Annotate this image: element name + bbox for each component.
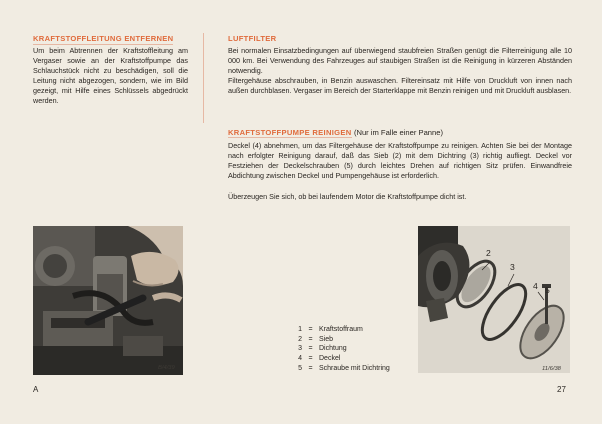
column-divider [203, 33, 204, 123]
fuel-line-wrench-illustration [33, 226, 183, 375]
legend-row [289, 335, 413, 345]
air-filter-heading: LUFTFILTER [228, 34, 277, 43]
fuel-line-text: Um beim Abtrennen der Kraftstoffleitung am Vergaser sowie an der Kraftstoffpumpe das Schlauchstück nicht zu beschädigen, soll die Leitung nicht abgezogen, sondern, wie im Bild gezeigt, mit Hilfe eines Schlüssels abgedrückt werden. [33, 46, 188, 105]
legend-equals: = [308, 355, 313, 363]
callout-5: 5 [545, 285, 550, 295]
legend-label: Sieb [319, 335, 334, 343]
fuel-pump-heading [228, 128, 443, 137]
legend-label: Kraftstoffraum [319, 326, 363, 334]
legend-equals: = [308, 345, 313, 353]
legend-number: 3 [298, 345, 302, 353]
left-figure-caption: B/4/39 [158, 365, 175, 371]
right-figure-caption: 11/6/38 [542, 366, 561, 372]
legend-number: 1 [298, 326, 302, 334]
callout-4: 4 [533, 281, 538, 291]
legend-row [289, 344, 413, 354]
fuel-line-wrench-photo [33, 226, 183, 375]
fuel-pump-paragraph-1: Deckel (4) abnehmen, um das Filtergehäuse der Kraftstoffpumpe zu reinigen. Achten Sie bei der Montage nach erfolgter Reinigung darauf, daß das Sieb (2) mit dem Dichtring (3) richtig aufliegt. Deckel vor Festziehen der Deckelschrauben (5) durch leichtes Drehen auf richtigen Sitz prüfen. Einwandfreie Abdichtung zwischen Deckel und Pumpengehäuse ist erforderlich. [228, 141, 572, 180]
parts-legend [289, 325, 413, 373]
legend-label: Schraube mit Dichtring [319, 364, 390, 372]
fuel-pump-heading-note: (Nur im Falle einer Panne) [353, 128, 443, 137]
page-letter: A [33, 385, 39, 394]
legend-number: 4 [298, 355, 302, 363]
legend-equals: = [308, 364, 313, 372]
fuel-pump-parts-photo [418, 226, 570, 373]
legend-equals: = [308, 326, 313, 334]
callout-3: 3 [510, 262, 515, 272]
legend-label: Deckel [319, 355, 341, 363]
legend-equals: = [308, 335, 313, 343]
page-number: 27 [557, 385, 566, 394]
legend-label: Dichtung [319, 345, 347, 353]
legend-row [289, 325, 413, 335]
fuel-pump-parts-illustration [418, 226, 570, 373]
callout-2: 2 [486, 248, 491, 258]
air-filter-paragraph-1: Bei normalen Einsatzbedingungen auf überwiegend staubfreien Straßen genügt die Filterreinigung alle 10 000 km. Bei Verwendung des Fahrzeuges auf staubigen Straßen ist die Reinigung in kürzeren Abständen notwendig. [228, 46, 572, 75]
legend-number: 2 [298, 335, 302, 343]
legend-number: 5 [298, 364, 302, 372]
fuel-pump-heading-title: KRAFTSTOFFPUMPE REINIGEN [228, 128, 352, 137]
fuel-line-heading: KRAFTSTOFFLEITUNG ENTFERNEN [33, 34, 174, 43]
legend-row [289, 354, 413, 364]
legend-row [289, 363, 413, 373]
air-filter-paragraph-2: Filtergehäuse abschrauben, in Benzin auswaschen. Filtereinsatz mit Hilfe von Druckluft von innen nach außen durchblasen. Vergaser im Bereich der Starterklappe mit Benzin reinigen und mit Druckluft ausblasen. [228, 76, 572, 95]
fuel-pump-paragraph-2: Überzeugen Sie sich, ob bei laufendem Motor die Kraftstoffpumpe dicht ist. [228, 192, 467, 201]
